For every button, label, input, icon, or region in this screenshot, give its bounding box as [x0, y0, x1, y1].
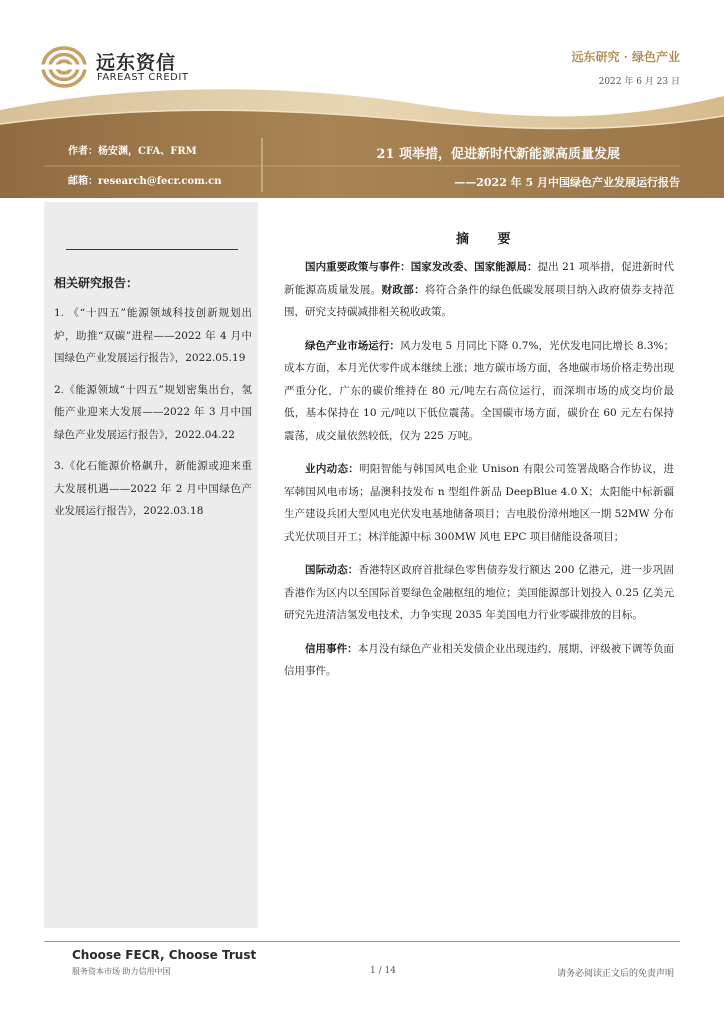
summary-content — [284, 256, 674, 694]
summary-paragraph-credit — [284, 638, 674, 683]
paragraph-label: 信用事件： — [305, 642, 358, 655]
paragraph-label: 国内重要政策与事件：国家发改委、国家能源局： — [305, 261, 538, 273]
author-info: 作者：杨安渊，CFA、FRM — [68, 146, 197, 157]
related-reports-list — [54, 302, 252, 532]
logo-english-name: FAREAST CREDIT — [97, 72, 189, 83]
related-report-item[interactable]: 2.《能源领域“十四五”规划密集出台，氢能产业迎来大发展——2022 年 3 月中国绿色产业发展运行报告》，2022.04.22 — [54, 383, 252, 441]
paragraph-text: 提出 21 项举措，促进新时代新能源高质量发展。 — [284, 261, 674, 296]
paragraph-text: 本月没有绿色产业相关发债企业出现违约、展期、评级被下调等负面信用事件。 — [284, 642, 675, 677]
sidebar-divider — [66, 249, 238, 250]
paragraph-text: 风力发电 5 月同比下降 0.7%，光伏发电同比增长 8.3%；成本方面，本月光伏零件成本继续上涨；地方碳市场方面，各地碳市场价格走势出现严重分化，广东的碳价维持在 80 元/吨左右高位运行，而深圳市场的成交均价最低，基本保持在 10 元/吨以下低位震荡。全国碳市场方面，碳价在 60 元左右保持震荡，成交量依然较低，仅为 225 万吨。 — [284, 339, 674, 442]
footer-slogan: Choose FECR, Choose Trust — [72, 948, 257, 962]
paragraph-text: 将符合条件的绿色低碳发展项目纳入政府债券支持范围，研究支持碳减排相关税收政策。 — [284, 283, 675, 318]
related-report-item[interactable]: 3.《化石能源价格飙升，新能源或迎来重大发展机遇——2022 年 2 月中国绿色产业发展运行报告》，2022.03.18 — [54, 460, 252, 517]
footer-tagline: 服务资本市场 助力信用中国 — [72, 967, 171, 976]
page-number: 1 / 14 — [370, 966, 396, 976]
summary-heading: 摘 要 — [456, 232, 523, 247]
paragraph-label: 财政部： — [381, 283, 425, 296]
logo-chinese-name: 远东资信 — [96, 52, 177, 74]
report-series: 远东研究 · 绿色产业 — [571, 50, 680, 64]
footer-divider — [44, 941, 680, 942]
footer-disclaimer: 请务必阅读正文后的免责声明 — [556, 969, 674, 979]
summary-paragraph-policy — [284, 256, 674, 324]
sidebar-related-reports — [44, 202, 258, 928]
report-date: 2022 年 6 月 23 日 — [598, 77, 680, 87]
paragraph-text: 明阳智能与韩国风电企业 Unison 有限公司签署战略合作协议，进军韩国风电市场；晶澳科技发布 n 型组件新品 DeepBlue 4.0 X；太阳能中标新疆生产建设兵团大型风电光伏发电基地储备项目；吉电股份漳州地区一期 52MW 分布式光伏项目开工；林洋能源中标 300MW 风电 EPC 项目储能设备项目； — [284, 463, 674, 543]
paragraph-label: 绿色产业市场运行： — [305, 339, 400, 352]
fecr-logo-icon — [40, 45, 88, 89]
paragraph-label: 国际动态： — [305, 564, 359, 576]
paragraph-label: 业内动态： — [305, 463, 360, 475]
summary-paragraph-international — [284, 559, 674, 627]
paragraph-text: 香港特区政府首批绿色零售债券发行额达 200 亿港元，进一步巩固香港作为区内以至国际首要绿色金融枢纽的地位；美国能源部计划投入 0.25 亿美元研究先进清洁氢发电技术，力争实现 2035 年美国电力行业零碳排放的目标。 — [284, 564, 674, 621]
summary-paragraph-industry — [284, 458, 674, 548]
report-subtitle: ——2022 年 5 月中国绿色产业发展运行报告 — [454, 176, 680, 189]
related-report-item[interactable]: 1. 《“十四五”能源领域科技创新规划出炉，助推“双碳”进程——2022 年 4 月中国绿色产业发展运行报告》，2022.05.19 — [54, 307, 252, 364]
report-title: 21 项举措，促进新时代新能源高质量发展 — [376, 147, 620, 162]
summary-paragraph-market — [284, 335, 674, 448]
related-reports-heading: 相关研究报告： — [54, 276, 139, 290]
company-logo — [40, 45, 200, 89]
author-email[interactable]: 邮箱：research@fecr.com.cn — [68, 176, 222, 187]
